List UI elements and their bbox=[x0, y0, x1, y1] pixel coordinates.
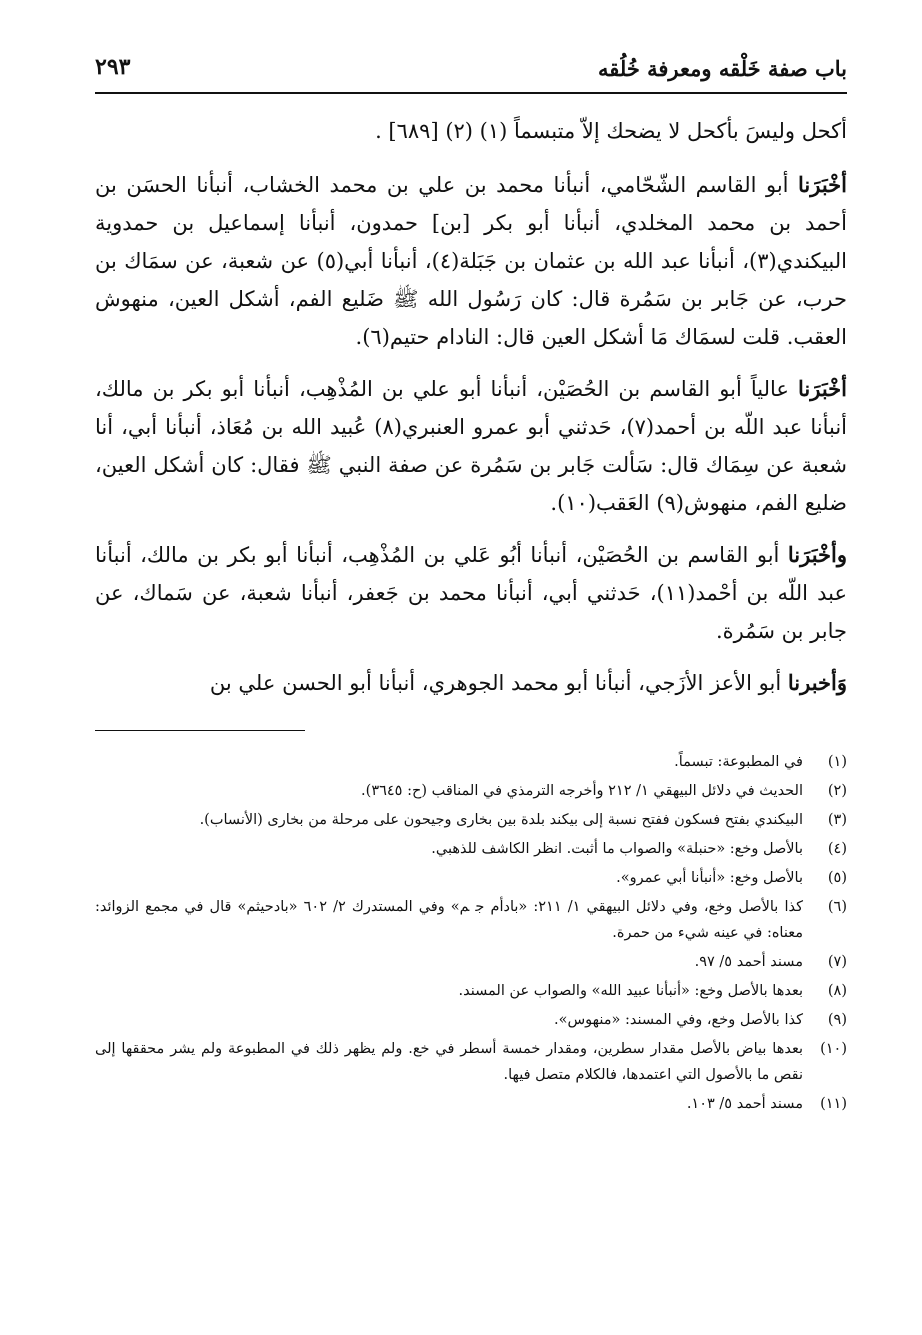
footnote bbox=[95, 949, 847, 975]
paragraph bbox=[95, 536, 847, 650]
footnote bbox=[95, 865, 847, 891]
book-page bbox=[95, 48, 847, 1120]
footnote-separator-wrap bbox=[95, 730, 847, 731]
paragraph bbox=[95, 112, 847, 150]
paragraph bbox=[95, 166, 847, 356]
paragraph bbox=[95, 370, 847, 522]
footnotes bbox=[95, 749, 847, 1117]
footnote-number: (٥) bbox=[827, 870, 847, 886]
footnote-number: (٩) bbox=[827, 1012, 847, 1028]
page-number: ٢٩٣ bbox=[95, 54, 131, 80]
footnote-text: مسند أحمد ٥/ ٩٧. bbox=[694, 954, 803, 970]
footnote bbox=[95, 836, 847, 862]
footnote bbox=[95, 1091, 847, 1117]
footnote-text: بعدها بالأصل وخع: «أنبأنا عبيد الله» والصواب عن المسند. bbox=[458, 983, 803, 999]
paragraph-lead: أخْبَرَنا bbox=[798, 172, 847, 197]
footnote-number: (١٠) bbox=[820, 1041, 847, 1057]
footnote-number: (٣) bbox=[827, 812, 847, 828]
footnote-text: بعدها بياض بالأصل مقدار سطرين، ومقدار خمسة أسطر في خع. ولم يظهر ذلك في المطبوعة ولم يشر محققها إلى نقص ما بالأصول التي اعتمدها، فالكلام متصل فيها. bbox=[95, 1041, 803, 1083]
footnote-text: البيكندي بفتح فسكون ففتح نسبة إلى بيكند بلدة بين بخارى وجيحون على مرحلة من بخارى (الأنساب). bbox=[199, 812, 803, 828]
footnote bbox=[95, 807, 847, 833]
footnote-number: (٧) bbox=[827, 954, 847, 970]
footnote-text: كذا بالأصل وخع، وفي دلائل البيهقي ١/ ٢١١: «بادأم ج‍ ‍م» وفي المستدرك ٢/ ٦٠٢ «بادحيثم» قال في مجمع الزوائد: معناه: في عينه شيء من حمرة. bbox=[95, 899, 803, 941]
paragraph-text: أكحل وليسَ بأكحل لا يضحك إلاّ متبسماً (١) (٢) [٦٨٩] . bbox=[375, 119, 847, 143]
main-text bbox=[95, 112, 847, 702]
footnote bbox=[95, 1036, 847, 1088]
paragraph-text: أبو الأعز الأزَجي، أنبأنا أبو محمد الجوهري، أنبأنا أبو الحسن علي بن bbox=[209, 671, 788, 695]
footnote bbox=[95, 1007, 847, 1033]
footnote-text: مسند أحمد ٥/ ١٠٣. bbox=[686, 1096, 803, 1112]
footnote-number: (٦) bbox=[827, 899, 847, 915]
paragraph-text: أبو القاسم الشّحّامي، أنبأنا محمد بن علي بن محمد الخشاب، أنبأنا الحسَن بن أحمد بن محمد المخلدي، أنبأنا أبو بكر [بن] حمدون، أنبأنا إسماعيل بن حمدوية البيكندي(٣)، أنبأنا عبد الله بن عثمان بن جَبَلة(٤)، أنبأنا أبي(٥) عن شعبة، عن سمَاك بن حرب، عن جَابر بن سَمُرة قال: كان رَسُول الله ﷺ ضَليع الفم، أشكل العين، منهوش العقب. قلت لسمَاك مَا أشكل العين قال: النادام حتيم(٦). bbox=[95, 173, 847, 349]
running-title: باب صفة خَلْقه ومعرفة خُلُقه bbox=[597, 56, 847, 81]
footnote-number: (٤) bbox=[827, 841, 847, 857]
footnote bbox=[95, 778, 847, 804]
footnote-text: الحديث في دلائل البيهقي ١/ ٢١٢ وأخرجه الترمذي في المناقب (ح: ٣٦٤٥). bbox=[361, 783, 803, 799]
footnote-number: (٨) bbox=[827, 983, 847, 999]
footnote-text: كذا بالأصل وخع، وفي المسند: «منهوس». bbox=[554, 1012, 803, 1028]
footnote-separator bbox=[95, 730, 305, 731]
footnote-text: في المطبوعة: تبسماً. bbox=[674, 754, 803, 770]
footnote-number: (٢) bbox=[827, 783, 847, 799]
paragraph-text: عالياً أبو القاسم بن الحُصَيْن، أنبأنا أبو علي بن المُذْهِب، أنبأنا أبو بكر بن مالك، أنبأنا عبد اللّه بن أحمد(٧)، حَدثني أبو عمرو العنبري(٨) عُبيد الله بن مُعَاذ، أنبأنا أبي، أنا شعبة عن سِمَاك قال: سَألت جَابر بن سَمُرة عن صفة النبي ﷺ فقال: كان أشكل العين، ضليع الفم، منهوش(٩) العَقب(١٠). bbox=[95, 377, 847, 515]
footnote bbox=[95, 749, 847, 775]
page-header bbox=[95, 48, 847, 94]
paragraph-text: أبو القاسم بن الحُصَيْن، أنبأنا أبُو عَلي بن المُذْهِب، أنبأنا أبو بكر بن مالك، أنبأنا عبد اللّه بن أحْمد(١١)، حَدثني أبي، أنبأنا محمد بن جَعفر، أنبأنا شعبة، عن سَماك، عن جابر بن سَمُرة. bbox=[95, 543, 847, 643]
footnote-text: بالأصل وخع: «أنبأنا أبي عمرو». bbox=[616, 870, 803, 886]
footnote-number: (١١) bbox=[820, 1096, 847, 1112]
footnote bbox=[95, 894, 847, 946]
paragraph-lead: وَأخبرنا bbox=[787, 670, 847, 695]
footnote bbox=[95, 978, 847, 1004]
paragraph-lead: أخْبَرَنا bbox=[798, 376, 847, 401]
footnote-number: (١) bbox=[827, 754, 847, 770]
paragraph-lead: وأخْبَرَنا bbox=[787, 542, 847, 567]
paragraph bbox=[95, 664, 847, 702]
footnote-text: بالأصل وخع: «حنبلة» والصواب ما أثبت. انظر الكاشف للذهبي. bbox=[431, 841, 803, 857]
